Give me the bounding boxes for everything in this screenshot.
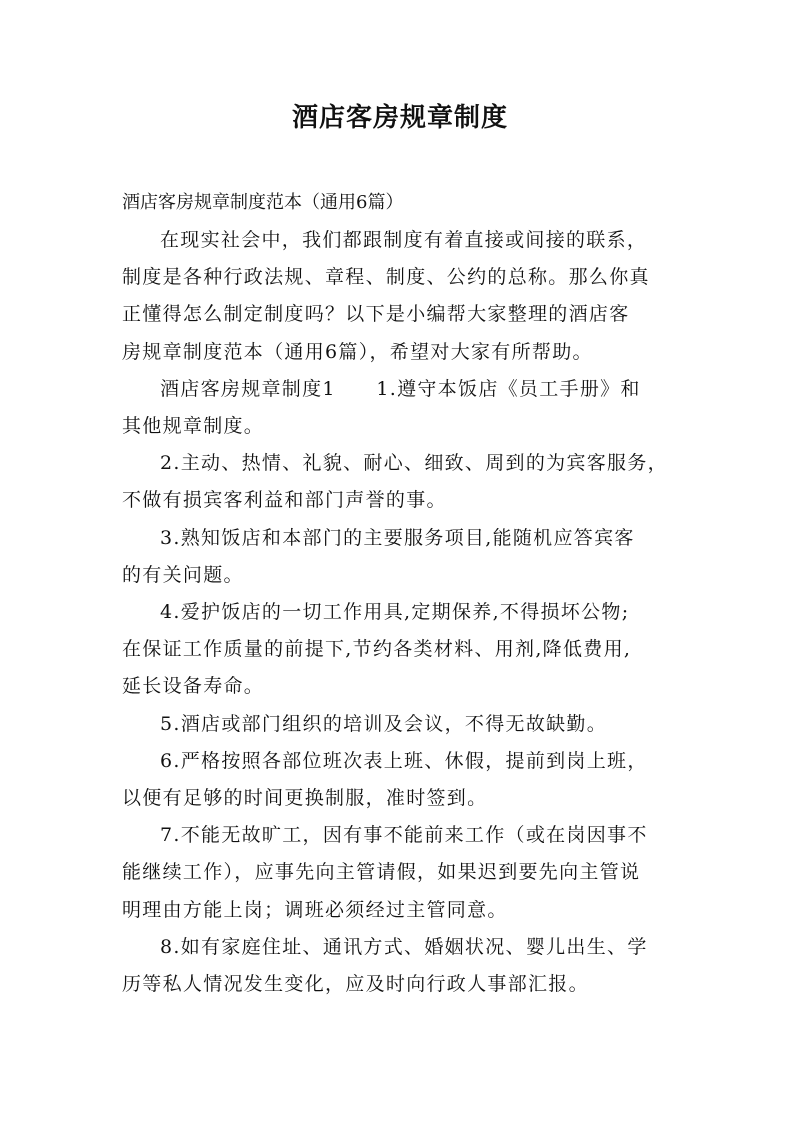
paragraph-line: 延长设备寿命。 (122, 675, 265, 698)
paragraph-line: 正懂得怎么制定制度吗？以下是小编帮大家整理的酒店客 (122, 303, 630, 326)
paragraph-line: 3.熟知饭店和本部门的主要服务项目,能随机应答宾客 (160, 526, 635, 549)
body-paragraph (122, 594, 682, 706)
paragraph-line: 以便有足够的时间更换制服，准时签到。 (122, 787, 488, 810)
paragraph-line: 4.爱护饭店的一切工作用具,定期保养,不得损坏公物; (160, 601, 630, 624)
paragraph-line: 不做有损宾客利益和部门声誉的事。 (122, 489, 447, 512)
document-subtitle: 酒店客房规章制度范本（通用6篇） (122, 192, 404, 213)
paragraph-line: 能继续工作），应事先向主管请假，如果迟到要先向主管说 (122, 861, 641, 884)
body-paragraph (122, 817, 682, 929)
paragraph-line: 其他规章制度。 (122, 415, 265, 438)
paragraph-line: 在现实社会中，我们都跟制度有着直接或间接的联系， (160, 229, 648, 251)
paragraph-line: 7.不能无故旷工，因有事不能前来工作（或在岗因事不 (160, 824, 648, 847)
body-paragraph (122, 706, 682, 743)
paragraph-line: 的有关问题。 (122, 563, 244, 586)
paragraph-line: 酒店客房规章制度1 1.遵守本饭店《员工手册》和 (160, 377, 641, 400)
body-paragraph (122, 929, 682, 1003)
paragraph-line: 在保证工作质量的前提下,节约各类材料、用剂,降低费用, (122, 638, 632, 661)
body-paragraph (122, 743, 682, 817)
body-paragraph (122, 371, 682, 445)
paragraph-line: 8.如有家庭住址、通讯方式、婚姻状况、婴儿出生、学 (160, 935, 648, 958)
paragraph-line: 2.主动、热情、礼貌、耐心、细致、周到的为宾客服务， (160, 452, 668, 475)
paragraph-line: 历等私人情况发生变化，应及时向行政人事部汇报。 (122, 973, 589, 996)
paragraph-line: 明理由方能上岗；调班必须经过主管同意。 (122, 898, 508, 921)
paragraph-line: 制度是各种行政法规、章程、制度、公约的总称。那么你真 (122, 266, 650, 289)
document-body (122, 222, 682, 1003)
paragraph-line: 房规章制度范本（通用6篇），希望对大家有所帮助。 (122, 340, 593, 363)
body-paragraph (122, 520, 682, 594)
paragraph-line: 5.酒店或部门组织的培训及会议，不得无故缺勤。 (160, 712, 608, 735)
body-paragraph (122, 445, 682, 519)
paragraph-line: 6.严格按照各部位班次表上班、休假，提前到岗上班， (160, 749, 648, 772)
document-title: 酒店客房规章制度 (291, 103, 508, 133)
body-paragraph (122, 222, 682, 371)
